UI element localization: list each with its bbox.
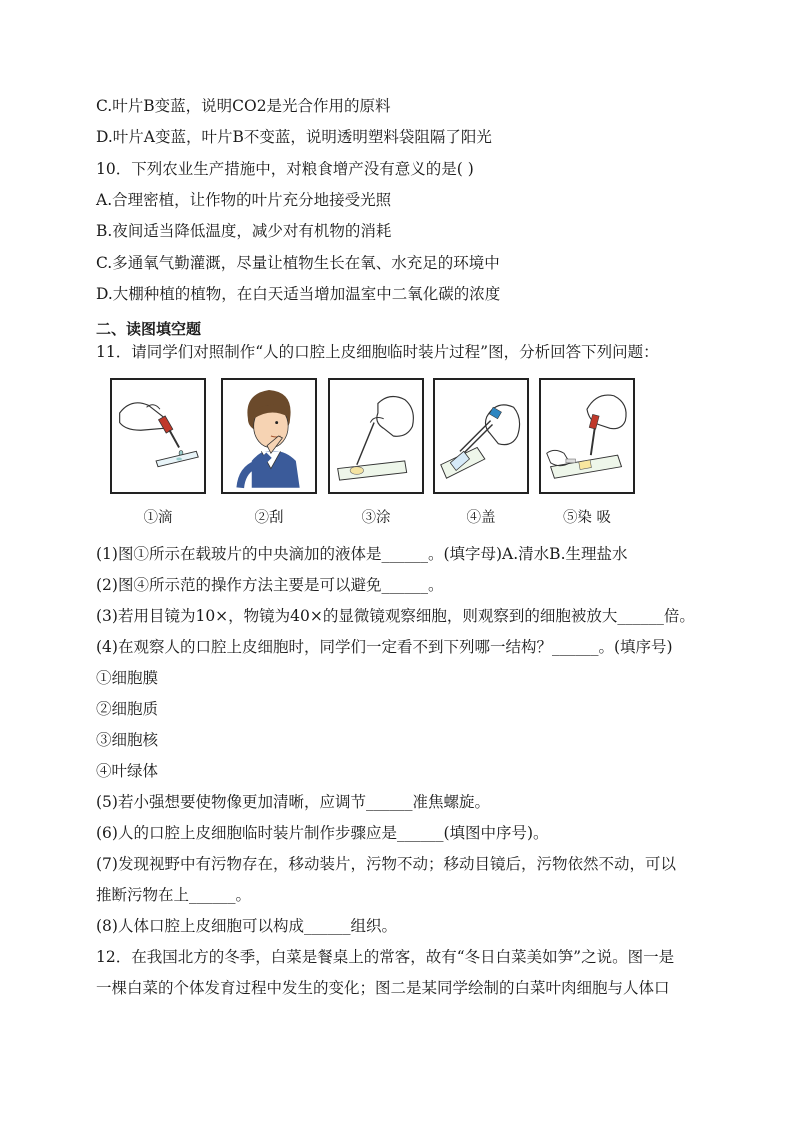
option-d-q10: D.大棚种植的植物，在白天适当增加温室中二氧化碳的浓度 [96,285,501,303]
q11-part-8: (8)人体口腔上皮细胞可以构成______组织。 [96,917,397,935]
question-12-line-2: 一棵白菜的个体发育过程中发生的变化；图二是某同学绘制的白菜叶肉细胞与人体口 [96,979,670,997]
panel-cover [433,378,529,494]
question-11-intro: 11．请同学们对照制作“人的口腔上皮细胞临时装片过程”图，分析回答下列问题： [96,343,659,361]
q11-part-2: (2)图④所示范的操作方法主要是可以避免______。 [96,576,444,594]
option-d-q9: D.叶片A变蓝，叶片B不变蓝，说明透明塑料袋阻隔了阳光 [96,128,492,146]
q11-part-7-cont: 推断污物在上______。 [96,886,252,904]
q11-part-7: (7)发现视野中有污物存在，移动装片，污物不动；移动目镜后，污物依然不动，可以 [96,855,676,873]
panel-smear [328,378,424,494]
section-heading: 二、读图填空题 [96,320,202,338]
q11-part-6: (6)人的口腔上皮细胞临时装片制作步骤应是______(填图中序号)。 [96,824,549,842]
question-10: 10．下列农业生产措施中，对粮食增产没有意义的是( ) [96,160,474,178]
procedure-figure [110,378,670,538]
boy-illustration [223,380,315,492]
option-c-q9: C.叶片B变蓝，说明CO2是光合作用的原料 [96,97,391,115]
caption-stain: ⑤染 吸 [562,510,612,526]
dropper-illustration [112,380,204,492]
option-c-q10: C.多通氧气勤灌溉，尽量让植物生长在氧、水充足的环境中 [96,254,500,272]
q11-choice-2: ②细胞质 [96,700,159,718]
caption-scrape: ②刮 [254,510,284,526]
caption-smear: ③涂 [361,510,391,526]
smear-illustration [330,380,422,492]
stain-illustration [541,380,633,492]
q11-part-4: (4)在观察人的口腔上皮细胞时，同学们一定看不到下列哪一结构？______。(填序号) [96,638,673,656]
panel-stain [539,378,635,494]
q11-part-1: (1)图①所示在载玻片的中央滴加的液体是______。(填字母)A.清水B.生理盐水 [96,545,628,563]
q11-choice-4: ④叶绿体 [96,762,159,780]
option-a-q10: A.合理密植，让作物的叶片充分地接受光照 [96,191,392,209]
q11-choice-1: ①细胞膜 [96,669,159,687]
cover-illustration [435,380,527,492]
option-b-q10: B.夜间适当降低温度，减少对有机物的消耗 [96,222,392,240]
caption-drip: ①滴 [143,510,173,526]
caption-cover: ④盖 [466,510,496,526]
panel-drip [110,378,206,494]
q11-part-3: (3)若用目镜为10×，物镜为40×的显微镜观察细胞，则观察到的细胞被放大______倍。 [96,607,695,625]
panel-scrape [221,378,317,494]
q11-choice-3: ③细胞核 [96,731,159,749]
q11-part-5: (5)若小强想要使物像更加清晰，应调节______准焦螺旋。 [96,793,490,811]
question-12-line-1: 12．在我国北方的冬季，白菜是餐桌上的常客，故有“冬日白菜美如笋”之说。图一是 [96,948,675,966]
